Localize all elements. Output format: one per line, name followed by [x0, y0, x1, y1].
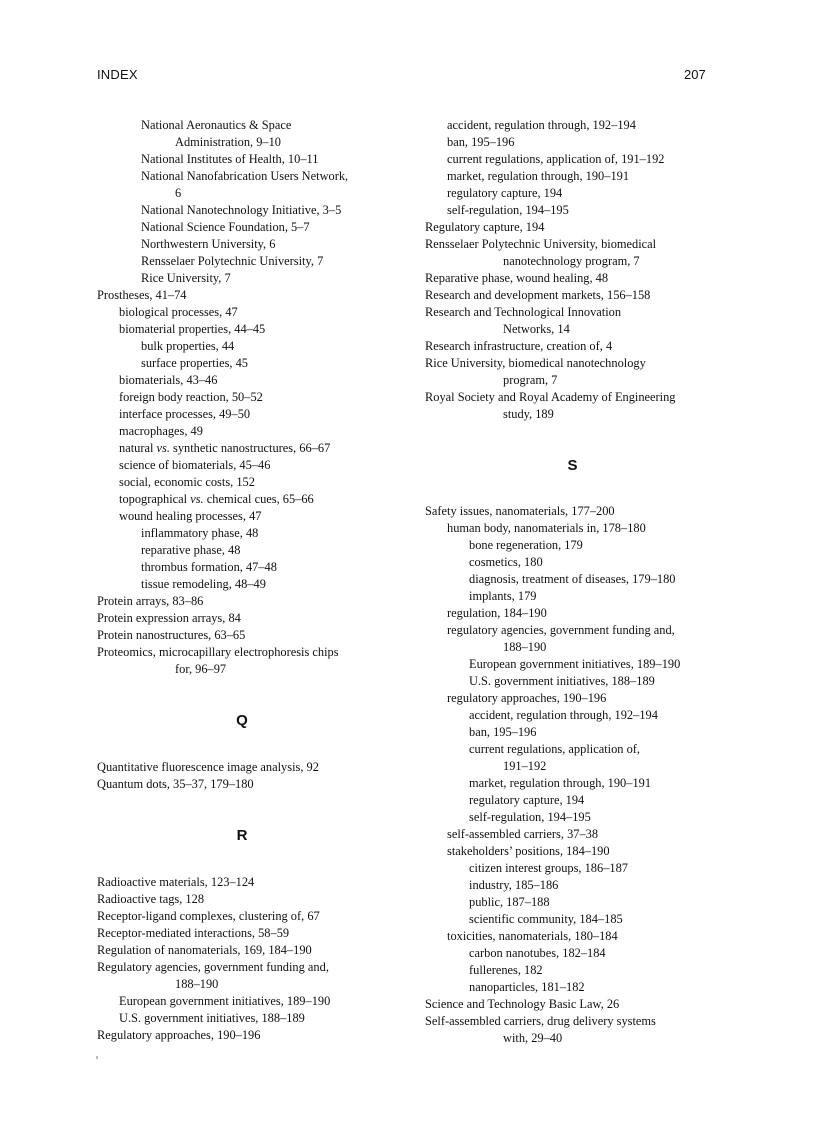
index-subentry: market, regulation through, 190–191 — [469, 776, 652, 790]
index-entry: Northwestern University, 6 — [141, 237, 276, 251]
index-subentry: interface processes, 49–50 — [119, 407, 251, 421]
index-subentry: science of biomaterials, 45–46 — [119, 458, 271, 472]
index-entry: Research and development markets, 156–158 — [425, 288, 651, 302]
entry-text: natural — [119, 441, 157, 455]
index-subentry: ban, 195–196 — [469, 725, 537, 739]
index-subentry: U.S. government initiatives, 188–189 — [469, 674, 655, 688]
index-subentry: self-regulation, 194–195 — [447, 203, 569, 217]
index-entry: Regulatory approaches, 190–196 — [97, 1028, 261, 1042]
index-subentry: surface properties, 45 — [141, 356, 248, 370]
index-subentry: biological processes, 47 — [119, 305, 238, 319]
index-subentry: market, regulation through, 190–191 — [447, 169, 630, 183]
index-subentry — [97, 440, 397, 457]
index-subentry: regulatory approaches, 190–196 — [447, 691, 607, 705]
index-entry: National Nanofabrication Users Network, — [141, 169, 349, 183]
scan-mark — [96, 1056, 98, 1059]
index-subentry: reparative phase, 48 — [141, 543, 241, 557]
index-subentry: macrophages, 49 — [119, 424, 203, 438]
index-entry: National Aeronautics & Space — [141, 118, 292, 132]
index-entry-continuation: for, 96–97 — [175, 662, 227, 676]
index-subentry: stakeholders’ positions, 184–190 — [447, 844, 610, 858]
index-entry: Science and Technology Basic Law, 26 — [425, 997, 620, 1011]
index-subentry: citizen interest groups, 186–187 — [469, 861, 628, 875]
index-subentry — [97, 491, 397, 508]
index-entry: Rensselaer Polytechnic University, 7 — [141, 254, 324, 268]
index-subentry: regulatory agencies, government funding and, — [447, 623, 675, 637]
index-entry: Regulatory agencies, government funding and, — [97, 960, 329, 974]
index-entry: National Nanotechnology Initiative, 3–5 — [141, 203, 342, 217]
index-entry: Proteomics, microcapillary electrophoresis chips — [97, 645, 339, 659]
index-entry: Royal Society and Royal Academy of Engineering — [425, 390, 676, 404]
index-subentry: implants, 179 — [469, 589, 537, 603]
index-entry: Research infrastructure, creation of, 4 — [425, 339, 613, 353]
index-subentry: tissue remodeling, 48–49 — [141, 577, 266, 591]
index-subentry: bone regeneration, 179 — [469, 538, 583, 552]
entry-text: synthetic nanostructures, 66–67 — [169, 441, 331, 455]
index-subentry: cosmetics, 180 — [469, 555, 543, 569]
section-letter-q: Q — [236, 712, 248, 729]
index-subentry: self-assembled carriers, 37–38 — [447, 827, 599, 841]
index-entry: Reparative phase, wound healing, 48 — [425, 271, 609, 285]
index-entry: Receptor-ligand complexes, clustering of, 67 — [97, 909, 320, 923]
index-entry: Rice University, 7 — [141, 271, 231, 285]
index-entry-continuation: Administration, 9–10 — [175, 135, 282, 149]
index-entry: Self-assembled carriers, drug delivery systems — [425, 1014, 656, 1028]
page-number: 207 — [684, 67, 706, 82]
index-subentry: foreign body reaction, 50–52 — [119, 390, 263, 404]
index-entry-continuation: 188–190 — [503, 640, 547, 654]
index-entry: Rensselaer Polytechnic University, biomedical — [425, 237, 657, 251]
entry-text: topographical — [119, 492, 191, 506]
versus-italic: vs. — [156, 441, 170, 455]
index-entry-continuation: with, 29–40 — [503, 1031, 563, 1045]
index-entry: Rice University, biomedical nanotechnology — [425, 356, 646, 370]
index-subentry: inflammatory phase, 48 — [141, 526, 259, 540]
index-subentry: accident, regulation through, 192–194 — [447, 118, 636, 132]
index-entry: Radioactive materials, 123–124 — [97, 875, 255, 889]
index-entry-continuation: 6 — [175, 186, 182, 200]
index-subentry: bulk properties, 44 — [141, 339, 235, 353]
index-entry-continuation: Networks, 14 — [503, 322, 570, 336]
index-subentry: European government initiatives, 189–190 — [469, 657, 681, 671]
index-entry: Research and Technological Innovation — [425, 305, 622, 319]
index-subentry: public, 187–188 — [469, 895, 550, 909]
section-letter-s: S — [567, 457, 578, 474]
index-subentry: regulatory capture, 194 — [447, 186, 563, 200]
index-entry: Regulatory capture, 194 — [425, 220, 545, 234]
index-subentry: U.S. government initiatives, 188–189 — [119, 1011, 305, 1025]
index-subentry: accident, regulation through, 192–194 — [469, 708, 658, 722]
index-subentry: fullerenes, 182 — [469, 963, 543, 977]
index-subentry: human body, nanomaterials in, 178–180 — [447, 521, 646, 535]
index-entry: Protein expression arrays, 84 — [97, 611, 241, 625]
index-entry: Protein arrays, 83–86 — [97, 594, 204, 608]
index-subentry: ban, 195–196 — [447, 135, 515, 149]
index-subentry: diagnosis, treatment of diseases, 179–180 — [469, 572, 676, 586]
section-letter-r: R — [236, 827, 248, 844]
index-subentry: biomaterial properties, 44–45 — [119, 322, 266, 336]
index-subentry: European government initiatives, 189–190 — [119, 994, 331, 1008]
index-subentry: scientific community, 184–185 — [469, 912, 623, 926]
index-subentry: regulation, 184–190 — [447, 606, 547, 620]
index-entry: Quantum dots, 35–37, 179–180 — [97, 777, 254, 791]
index-subentry: regulatory capture, 194 — [469, 793, 585, 807]
index-subentry: current regulations, application of, — [469, 742, 641, 756]
index-entry: Quantitative fluorescence image analysis, 92 — [97, 760, 319, 774]
index-column-left — [97, 117, 397, 1044]
index-column-right — [425, 117, 730, 1047]
index-entry: Regulation of nanomaterials, 169, 184–190 — [97, 943, 312, 957]
running-header-title: INDEX — [97, 67, 138, 82]
index-entry: National Science Foundation, 5–7 — [141, 220, 310, 234]
index-entry: Prostheses, 41–74 — [97, 288, 187, 302]
index-entry-continuation: nanotechnology program, 7 — [503, 254, 640, 268]
versus-italic: vs. — [190, 492, 204, 506]
index-subentry: current regulations, application of, 191–192 — [447, 152, 665, 166]
index-subentry: nanoparticles, 181–182 — [469, 980, 585, 994]
index-subentry: carbon nanotubes, 182–184 — [469, 946, 606, 960]
index-subentry: industry, 185–186 — [469, 878, 559, 892]
index-subentry: thrombus formation, 47–48 — [141, 560, 277, 574]
index-entry-continuation: program, 7 — [503, 373, 558, 387]
index-subentry: social, economic costs, 152 — [119, 475, 255, 489]
index-subentry: self-regulation, 194–195 — [469, 810, 591, 824]
index-entry-continuation: 191–192 — [503, 759, 547, 773]
entry-text: chemical cues, 65–66 — [203, 492, 314, 506]
index-subentry: biomaterials, 43–46 — [119, 373, 218, 387]
index-entry: Protein nanostructures, 63–65 — [97, 628, 246, 642]
index-entry: National Institutes of Health, 10–11 — [141, 152, 319, 166]
index-entry: Radioactive tags, 128 — [97, 892, 205, 906]
index-entry: Receptor-mediated interactions, 58–59 — [97, 926, 290, 940]
index-entry-continuation: 188–190 — [175, 977, 219, 991]
index-entry-continuation: study, 189 — [503, 407, 554, 421]
index-subentry: toxicities, nanomaterials, 180–184 — [447, 929, 618, 943]
index-subentry: wound healing processes, 47 — [119, 509, 262, 523]
index-entry: Safety issues, nanomaterials, 177–200 — [425, 504, 615, 518]
